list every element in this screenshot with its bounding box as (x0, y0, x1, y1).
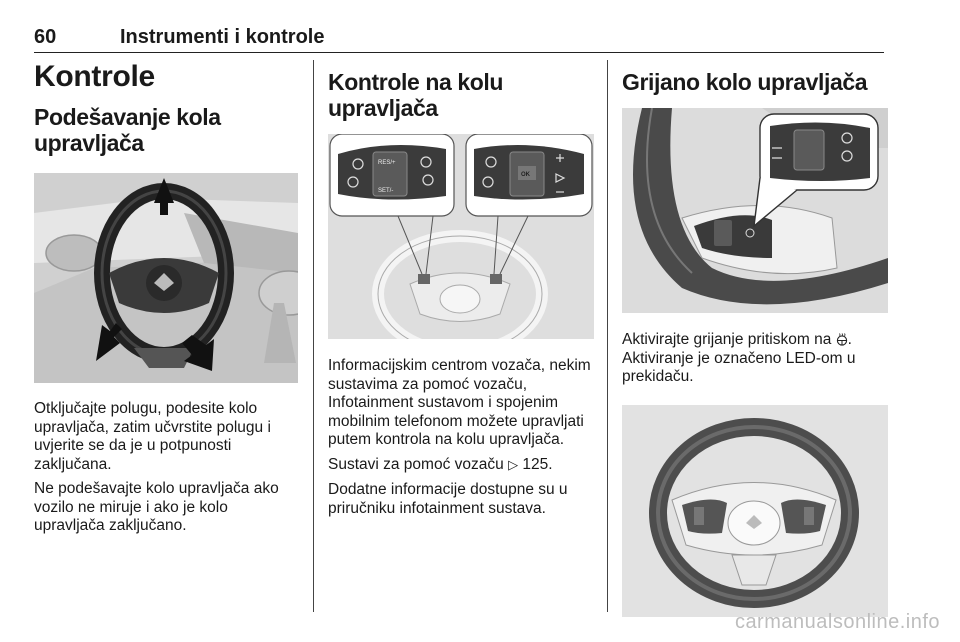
section-title: Kontrole na kolu upravljača (328, 69, 504, 121)
watermark: carmanualsonline.info (734, 611, 940, 633)
column-heated-steering (622, 60, 888, 617)
steering-adjust-illustration (34, 173, 298, 383)
paragraph-controls-description: Informacijskim centrom vozača, nekim sustavima za pomoć vozaču, Infotainment sustavom i spojenim mobilnim telefonom možete upravljati putem kontrola na kolu upravljača. (328, 357, 591, 448)
column-steering-controls (328, 60, 594, 518)
heating-text-before: Aktivirajte grijanje pritiskom na (622, 331, 832, 348)
steering-controls-illustration (328, 134, 594, 339)
heated-steering-wheel-illustration (622, 405, 888, 617)
column-steering-adjust (34, 60, 300, 536)
page-header (34, 24, 884, 53)
reference-text: Sustavi za pomoć vozaču (328, 455, 504, 473)
paragraph-adjust-warning: Ne podešavajte kolo upravljača ako vozilo ne miruje i ako je kolo upravljača zaključano. (34, 480, 279, 534)
set-button-label: SET/- (378, 188, 394, 194)
heated-steering-closeup-illustration (622, 108, 888, 313)
column-divider-1 (313, 60, 314, 612)
paragraph-infotainment-note: Dodatne informacije dostupne su u priručniku infotainment sustava. (328, 481, 568, 517)
subsection-title: Podešavanje kola upravljača (34, 104, 221, 156)
page-number: 60 (34, 26, 57, 48)
res-button-label: RES/+ (378, 160, 396, 166)
section-title: Kontrole (34, 60, 155, 93)
section-title: Grijano kolo upravljača (622, 69, 868, 95)
reference-arrow-icon: ▷ (508, 457, 519, 473)
column-divider-2 (607, 60, 608, 612)
paragraph-adjust-instructions: Otključajte polugu, podesite kolo upravljača, zatim učvrstite polugu i uvjerite se da je u potpunosti zaključana. (34, 400, 271, 473)
heating-text-after: . Aktiviranje je označeno LED-om u prekidaču. (622, 331, 856, 385)
reference-page[interactable]: 125. (522, 455, 553, 473)
chapter-title: Instrumenti i kontrole (120, 26, 325, 48)
ok-button-label: OK (521, 172, 530, 178)
paragraph-assist-reference (328, 456, 594, 476)
heated-steering-wheel-icon (836, 333, 848, 346)
paragraph-heating-instructions (622, 331, 888, 387)
